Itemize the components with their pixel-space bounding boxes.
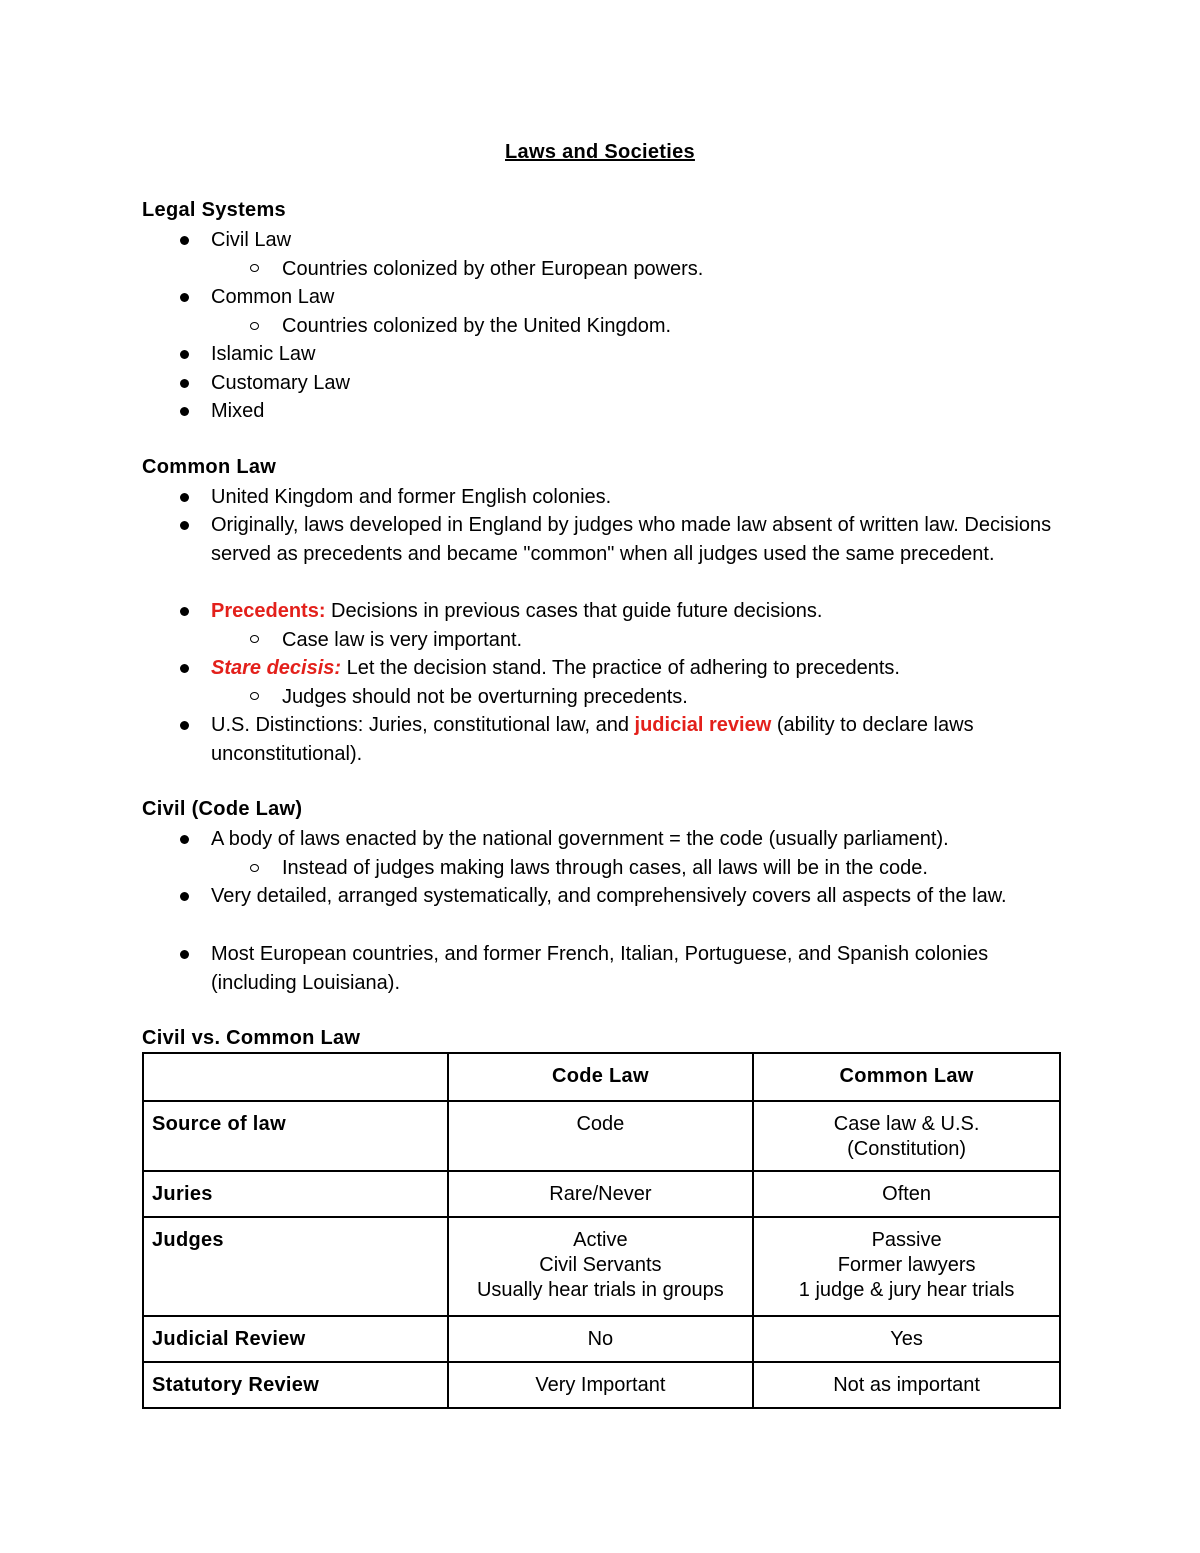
sub-list-item: Instead of judges making laws through cases, all laws will be in the code.: [282, 857, 928, 879]
sub-list-item: Countries colonized by other European powers.: [282, 258, 704, 280]
bullet-icon: [180, 607, 189, 616]
row-label: Statutory Review: [143, 1362, 448, 1408]
distinctions-text: U.S. Distinctions: Juries, constitutional law, and: [211, 714, 635, 736]
row-label: Juries: [143, 1171, 448, 1217]
sub-bullet-icon: [250, 264, 259, 272]
section-heading-civil-law: Civil (Code Law): [142, 798, 303, 820]
cell-line: Passive: [871, 1229, 942, 1251]
bullet-icon: [180, 236, 189, 245]
bullet-icon: [180, 664, 189, 673]
list-item: [211, 597, 1061, 626]
sub-list-item: Judges should not be overturning precedents.: [282, 686, 688, 708]
table-row: [143, 1217, 1060, 1316]
row-label: Judicial Review: [143, 1316, 448, 1362]
list-item: United Kingdom and former English colonies.: [211, 486, 612, 508]
code-cell: [448, 1101, 754, 1171]
term-judicial-review: judicial review: [634, 714, 772, 736]
sub-bullet-icon: [250, 692, 259, 700]
bullet-icon: [180, 892, 189, 901]
cell-line: Often: [882, 1183, 932, 1205]
sub-list-item: Case law is very important.: [282, 629, 523, 651]
bullet-icon: [180, 493, 189, 502]
table-row: [143, 1101, 1060, 1171]
section-heading-comparison: Civil vs. Common Law: [142, 1027, 361, 1049]
bullet-icon: [180, 293, 189, 302]
cell-line: (Constitution): [847, 1138, 967, 1160]
sub-bullet-icon: [250, 864, 259, 872]
code-cell: [448, 1362, 754, 1408]
document-title: Laws and Societies: [505, 141, 695, 163]
bullet-icon: [180, 835, 189, 844]
cell-line: Very Important: [535, 1374, 666, 1396]
definition-text: (ability to declare laws unconstitutional).: [211, 714, 974, 765]
table-row: [143, 1362, 1060, 1408]
list-item: [211, 654, 1061, 683]
table-row: [143, 1316, 1060, 1362]
cell-line: Case law & U.S.: [833, 1113, 980, 1135]
comparison-table: [142, 1052, 1061, 1409]
section-heading-common-law: Common Law: [142, 456, 277, 478]
cell-line: Active: [573, 1229, 628, 1251]
code-cell: [448, 1316, 754, 1362]
bullet-icon: [180, 521, 189, 530]
bullet-icon: [180, 407, 189, 416]
sub-bullet-icon: [250, 635, 259, 643]
cell-line: Civil Servants: [539, 1254, 662, 1276]
list-item: Islamic Law: [211, 343, 316, 365]
list-item: [211, 711, 1041, 768]
list-item: A body of laws enacted by the national government = the code (usually parliament).: [211, 828, 949, 850]
bullet-icon: [180, 379, 189, 388]
cell-line: Usually hear trials in groups: [476, 1279, 724, 1301]
term-stare-decisis: Stare decisis:: [211, 657, 342, 679]
list-item: Mixed: [211, 400, 265, 422]
header-cell-code-law: Code Law: [448, 1053, 754, 1101]
header-cell-common-law: Common Law: [753, 1053, 1060, 1101]
list-item: Civil Law: [211, 229, 292, 251]
code-cell: [448, 1217, 754, 1316]
list-item: Customary Law: [211, 372, 350, 394]
common-cell: [753, 1316, 1060, 1362]
cell-line: No: [587, 1328, 614, 1350]
sub-list-item: Countries colonized by the United Kingdom.: [282, 315, 672, 337]
bullet-icon: [180, 350, 189, 359]
list-item: Originally, laws developed in England by judges who made law absent of written law. Decisions served as precedents and became "common" when all judges used the same precedent.: [211, 514, 1052, 565]
cell-line: Rare/Never: [549, 1183, 652, 1205]
sub-bullet-icon: [250, 322, 259, 330]
bullet-icon: [180, 950, 189, 959]
code-cell: [448, 1171, 754, 1217]
definition-text: Decisions in previous cases that guide future decisions.: [325, 600, 823, 622]
common-cell: [753, 1101, 1060, 1171]
common-cell: [753, 1171, 1060, 1217]
bullet-icon: [180, 721, 189, 730]
list-item: Most European countries, and former French, Italian, Portuguese, and Spanish colonies (including Louisiana).: [211, 943, 989, 994]
list-item: Common Law: [211, 286, 335, 308]
table-header-row: [143, 1053, 1060, 1101]
section-heading-legal-systems: Legal Systems: [142, 199, 286, 221]
list-item: Very detailed, arranged systematically, and comprehensively covers all aspects of the law.: [211, 885, 1007, 907]
common-cell: [753, 1217, 1060, 1316]
cell-line: Yes: [890, 1328, 923, 1350]
row-label: Source of law: [143, 1101, 448, 1171]
header-cell-empty: [143, 1053, 448, 1101]
common-cell: [753, 1362, 1060, 1408]
table-row: [143, 1171, 1060, 1217]
row-label: Judges: [143, 1217, 448, 1316]
cell-line: 1 judge & jury hear trials: [798, 1279, 1015, 1301]
cell-line: Code: [576, 1113, 625, 1135]
definition-text: Let the decision stand. The practice of adhering to precedents.: [341, 657, 900, 679]
cell-line: Former lawyers: [837, 1254, 976, 1276]
term-precedents: Precedents:: [211, 600, 326, 622]
cell-line: Not as important: [833, 1374, 980, 1396]
